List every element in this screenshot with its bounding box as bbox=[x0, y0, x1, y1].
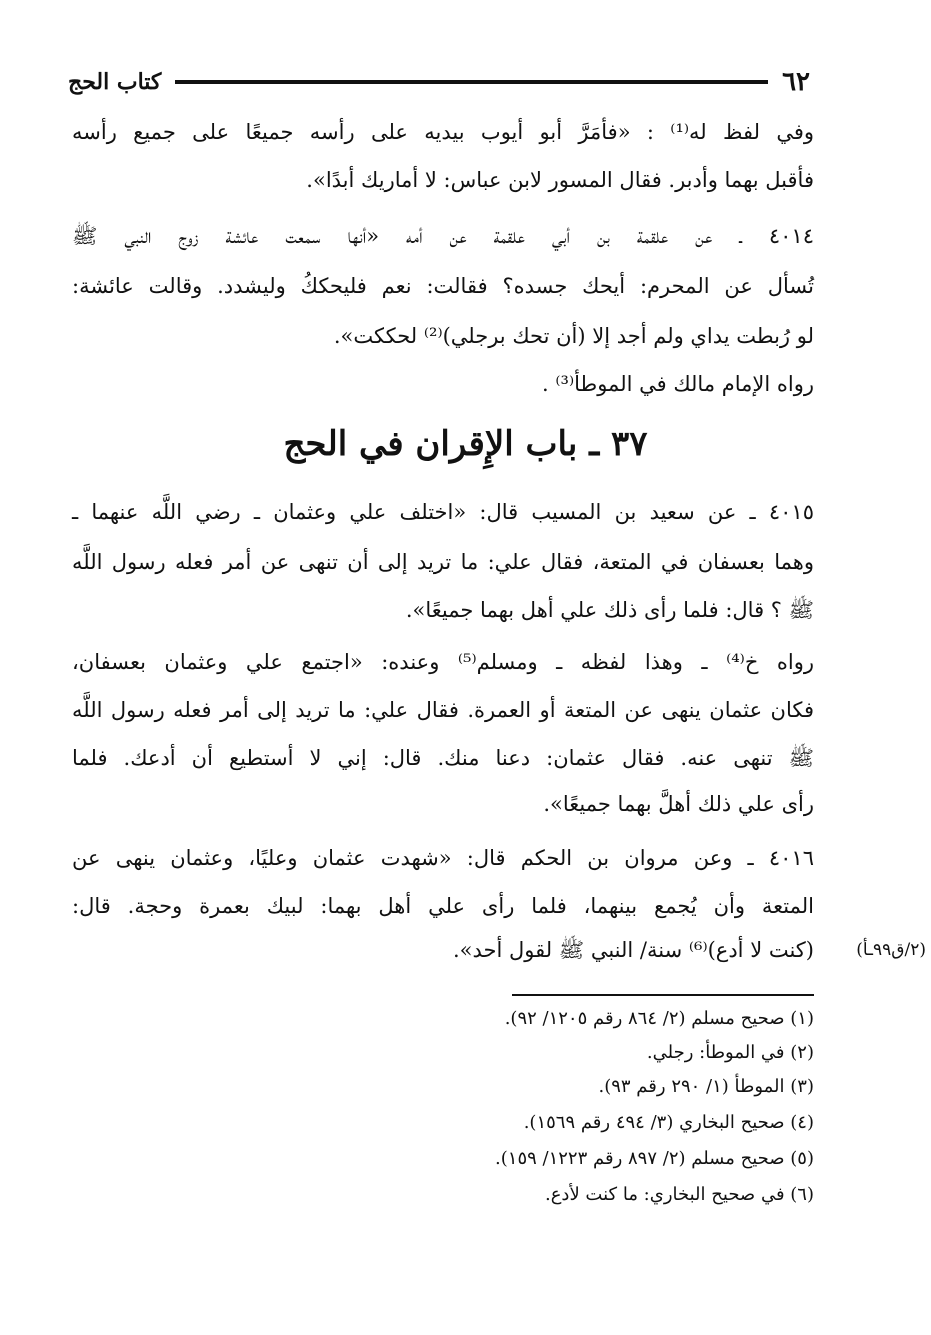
hadith-4014-line: ٤٠١٤ ـ عن علقمة بن أبي علقمة عن أمه «أنها سمعت عائشة زوج النبي ﷺ bbox=[72, 224, 814, 248]
running-title: كتاب الحج bbox=[68, 69, 162, 95]
footnote: (٣) الموطأ (١/ ٢٩٠ رقم ٩٣). bbox=[598, 1076, 814, 1097]
text-line: فأقبل بهما وأدبر. فقال المسور لابن عباس: لا أماريك أبدًا». bbox=[306, 168, 814, 192]
footnote: (٥) صحيح مسلم (٢/ ٨٩٧ رقم ١٢٢٣/ ١٥٩). bbox=[495, 1148, 814, 1169]
text-line: ﷺ ؟ قال: فلما رأى ذلك علي أهل بهما جميعًا». bbox=[405, 598, 814, 622]
text-line: ﷺ تنهى عنه. فقال عثمان: دعنا منك. قال: إني لا أستطيع أن أدعك. فلما bbox=[72, 746, 814, 770]
footnote: (٤) صحيح البخاري (٣/ ٤٩٤ رقم ١٥٦٩). bbox=[523, 1112, 814, 1133]
header-rule bbox=[175, 80, 768, 84]
footnote: (٦) في صحيح البخاري: ما كنت لأدع. bbox=[544, 1184, 814, 1205]
footnote: (٢) في الموطأ: رجلي. bbox=[646, 1042, 814, 1063]
section-heading: ٣٧ ـ باب الإِقران في الحج bbox=[283, 424, 648, 464]
text-line: فكان عثمان ينهى عن المتعة أو العمرة. فقال علي: ما تريد إلى أمر فعله رسول اللَّه bbox=[72, 698, 814, 722]
text-line: تُسأل عن المحرم: أيحك جسده؟ فقالت: نعم فليحككُ وليشدد. وقالت عائشة: bbox=[72, 274, 814, 298]
footnote-rule bbox=[512, 994, 814, 996]
text-line: رأى علي ذلك أهلَّ بهما جميعًا». bbox=[543, 792, 814, 816]
page-header bbox=[68, 62, 810, 102]
narration-line: رواه الإمام مالك في الموطأ⁽³⁾ . bbox=[542, 372, 814, 396]
narration-line: رواه خ⁽⁴⁾ ـ وهذا لفظه ـ ومسلم⁽⁵⁾ وعنده: «اجتمع علي وعثمان بعسفان، bbox=[72, 650, 814, 674]
hadith-4016-line: ٤٠١٦ ـ وعن مروان بن الحكم قال: «شهدت عثمان وعليًا، وعثمان ينهى عن bbox=[72, 846, 814, 870]
text-line: وفي لفظ له⁽¹⁾ : «فأمَرَّ أبو أيوب بيديه على رأسه جميعًا على جميع رأسه bbox=[72, 120, 815, 144]
text-line: وهما بعسفان في المتعة، فقال علي: ما تريد إلى أن تنهى عن أمر فعله رسول اللَّه bbox=[72, 550, 814, 574]
text-line: (كنت لا أدع)⁽⁶⁾ سنة/ النبي ﷺ لقول أحد». bbox=[452, 938, 814, 962]
hadith-4015-line: ٤٠١٥ ـ عن سعيد بن المسيب قال: «اختلف علي وعثمان ـ رضي اللَّه عنهما ـ bbox=[72, 500, 814, 524]
page-number: ٦٢ bbox=[782, 67, 810, 97]
text-line: المتعة وأن يُجمع بينهما، فلما رأى علي أهل بهما: لبيك بعمرة وحجة. قال: bbox=[72, 894, 814, 918]
text-line: لو رُبطت يداي ولم أجد إلا (أن تحك برجلي)⁽²⁾ لحككت». bbox=[333, 324, 814, 348]
margin-note: (٢/ق٩٩ـأ) bbox=[856, 940, 926, 960]
footnote: (١) صحيح مسلم (٢/ ٨٦٤ رقم ١٢٠٥/ ٩٢). bbox=[504, 1008, 814, 1029]
